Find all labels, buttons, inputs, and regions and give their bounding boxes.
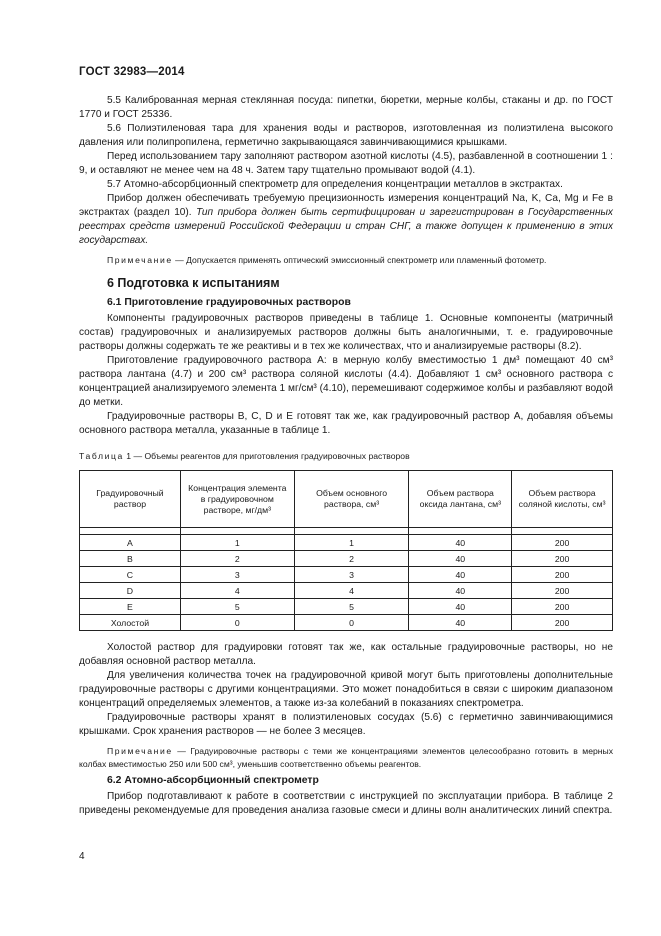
note bbox=[79, 745, 613, 770]
note-text: — Допускается применять оптический эмиссионный спектрометр или пламенный фотометр. bbox=[172, 255, 547, 265]
table-cell: 3 bbox=[294, 567, 409, 583]
section-5-text bbox=[79, 94, 613, 438]
paragraph: Для увеличения количества точек на градуировочной кривой могут быть приготовлены дополнительные градуировочные растворы с другими концентрациями. Это может понадобиться в связи с широким диапазоном концентраций определяемых элементов, а также из-за колебаний в показаниях спектрометра. bbox=[79, 670, 613, 709]
table-caption bbox=[79, 451, 410, 461]
table-caption-label: Таблица bbox=[79, 451, 124, 461]
table-row bbox=[80, 551, 613, 567]
paragraph: 5.5 Калиброванная мерная стеклянная посуда: пипетки, бюретки, мерные колбы, стаканы и др. по ГОСТ 1770 и ГОСТ 25336. bbox=[79, 95, 613, 120]
table-cell: 40 bbox=[409, 615, 512, 631]
subsection-heading: 6.2 Атомно-абсорбционный спектрометр bbox=[107, 775, 319, 786]
table-row bbox=[80, 599, 613, 615]
table-cell: D bbox=[80, 583, 181, 599]
column-header: Концентрация элемента в градуировочном растворе, мг/дм³ bbox=[180, 471, 294, 528]
note-label: Примечание bbox=[107, 746, 173, 756]
paragraph: Компоненты градуировочных растворов приведены в таблице 1. Основные компоненты (матричный состав) градуировочных и анализируемых растворов должны быть аналогичными, т. е. градуировочные растворы должны содержать те же реактивы и в тех же количествах, что и анализируемые растворы (8.2). bbox=[79, 312, 613, 352]
note-label: Примечание bbox=[107, 255, 173, 265]
table-header-row bbox=[80, 471, 613, 528]
table-cell: Холостой bbox=[80, 615, 181, 631]
paragraph bbox=[79, 192, 613, 248]
table-cell: 40 bbox=[409, 599, 512, 615]
note-text: — Градуировочные растворы с теми же концентрациями элементов целесообразно готовить в мерных колбах вместимостью 250 или 500 см³, уменьшив соответственно объемы реагентов. bbox=[79, 746, 613, 769]
column-header: Объем раствора соляной кислоты, см³ bbox=[512, 471, 613, 528]
table-cell: 3 bbox=[180, 567, 294, 583]
table-caption-text: 1 — Объемы реагентов для приготовления градуировочных растворов bbox=[123, 451, 410, 461]
column-header: Объем раствора оксида лантана, см³ bbox=[409, 471, 512, 528]
table-cell: 40 bbox=[409, 535, 512, 551]
table-cell: 2 bbox=[294, 551, 409, 567]
section-heading: 6 Подготовка к испытаниям bbox=[107, 275, 280, 290]
table-spacer-row bbox=[80, 528, 613, 535]
reagent-table bbox=[79, 470, 613, 631]
table-cell: 2 bbox=[180, 551, 294, 567]
table-cell: 1 bbox=[294, 535, 409, 551]
paragraph: Градуировочные растворы В, С, D и Е готовят так же, как градуировочный раствор А, добавляя объемы основного раствора металла, указанные в таблице 1. bbox=[79, 410, 613, 436]
paragraph: Прибор подготавливают к работе в соответствии с инструкцией по эксплуатации прибора. В таблице 2 приведены рекомендуемые для проведения анализа газовые смеси и длины волн аналитических линий спектра. bbox=[79, 791, 613, 816]
table-cell: 40 bbox=[409, 551, 512, 567]
paragraph: 5.7 Атомно-абсорбционный спектрометр для определения концентрации металлов в экстрактах. bbox=[107, 179, 563, 190]
table-cell: 200 bbox=[512, 535, 613, 551]
table-cell: C bbox=[80, 567, 181, 583]
table-cell: 5 bbox=[294, 599, 409, 615]
table-cell: 4 bbox=[180, 583, 294, 599]
table-row bbox=[80, 567, 613, 583]
paragraph: Градуировочные растворы хранят в полиэтиленовых сосудах (5.6) с герметично завинчивающимися крышками. Срок хранения растворов — не более 3 месяцев. bbox=[79, 712, 613, 737]
subsection-heading: 6.1 Приготовление градуировочных растворов bbox=[107, 296, 351, 308]
table-cell: 200 bbox=[512, 567, 613, 583]
table-cell: 0 bbox=[180, 615, 294, 631]
column-header: Градуировочный раствор bbox=[80, 471, 181, 528]
paragraph: Приготовление градуировочного раствора А: в мерную колбу вместимостью 1 дм³ помещают 40 см³ раствора лантана (4.7) и 200 см³ раствора соляной кислоты (4.4). Добавляют 1 см³ основного раствора с концентрацией анализируемого элемента 1 мг/см³ (4.10), перемешивают содержимое колбы и разбавляют водой до метки. bbox=[79, 354, 613, 408]
table-cell: 200 bbox=[512, 615, 613, 631]
table-cell: B bbox=[80, 551, 181, 567]
document-header: ГОСТ 32983—2014 bbox=[79, 66, 185, 78]
table-cell: 200 bbox=[512, 599, 613, 615]
paragraph: Холостой раствор для градуировки готовят так же, как остальные градуировочные растворы, но не добавляя основной раствор металла. bbox=[79, 642, 613, 667]
table-cell: 40 bbox=[409, 567, 512, 583]
paragraph: Перед использованием тару заполняют раствором азотной кислоты (4.5), разбавленной в соотношении 1 : 9, и оставляют не менее чем на 48 ч. Затем тару тщательно промывают водой (4.1). bbox=[79, 151, 613, 176]
column-header: Объем основного раствора, см³ bbox=[294, 471, 409, 528]
page-number: 4 bbox=[79, 851, 85, 862]
table-row bbox=[80, 535, 613, 551]
table-cell: 5 bbox=[180, 599, 294, 615]
note bbox=[79, 254, 613, 267]
table-cell: 1 bbox=[180, 535, 294, 551]
table-row bbox=[80, 615, 613, 631]
table-cell: 0 bbox=[294, 615, 409, 631]
text-run: Прибор должен обеспечивать требуемую прецизионность измерения концентраций Na, K, Ca, Mg и Fe в экстрактах (раздел 10). bbox=[79, 193, 613, 218]
table-cell: 200 bbox=[512, 551, 613, 567]
table-cell: A bbox=[80, 535, 181, 551]
table-cell: E bbox=[80, 599, 181, 615]
table-row bbox=[80, 583, 613, 599]
table-cell: 200 bbox=[512, 583, 613, 599]
post-table-text bbox=[79, 641, 613, 818]
paragraph: 5.6 Полиэтиленовая тара для хранения воды и растворов, изготовленная из полиэтилена высокого давления или полипропилена, герметично закрывающаяся завинчивающимися крышками. bbox=[79, 123, 613, 148]
table-cell: 40 bbox=[409, 583, 512, 599]
table-cell: 4 bbox=[294, 583, 409, 599]
italic-text-run: Тип прибора должен быть сертифицирован и зарегистрирован в Государственных реестрах средств измерений Российской Федерации и стран СНГ, а также допущен к применению в этих государствах. bbox=[79, 207, 613, 246]
